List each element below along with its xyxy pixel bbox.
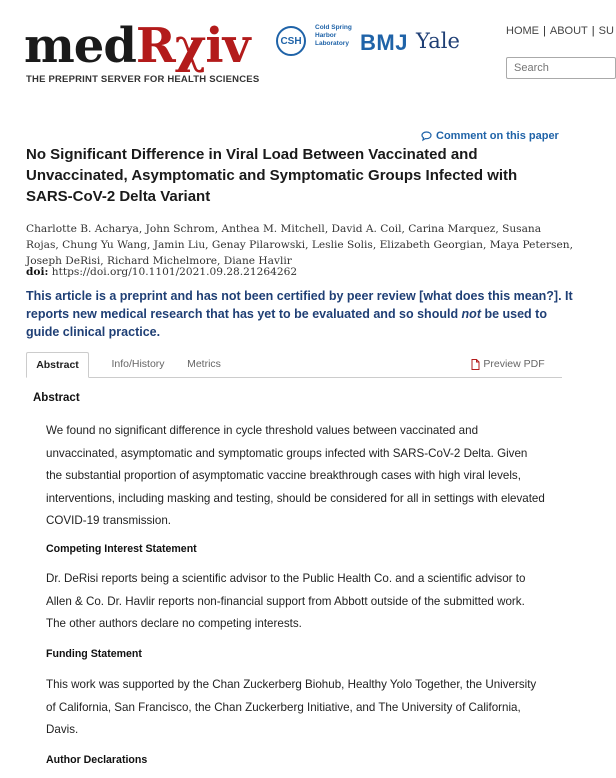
preview-pdf-label: Preview PDF [483,358,545,370]
csh-logo-text: Cold Spring Harbor Laboratory [315,24,352,47]
doi-line [26,266,297,278]
search-input[interactable] [506,57,616,79]
tab-metrics[interactable]: Metrics [187,358,221,370]
doi-link[interactable]: https://doi.org/10.1101/2021.09.28.21264262 [51,266,298,278]
bmj-logo[interactable]: BMJ [360,30,408,55]
notice-text: This article is a preprint and has not been certified by peer review [what does this mean?]. It reports new medical research that has yet to be evaluated and so should [26,289,573,321]
pdf-file-icon [471,359,480,370]
article-tabs [26,352,562,378]
nav-separator: | [591,25,595,37]
competing-interest-heading: Competing Interest Statement [46,543,197,555]
abstract-text: We found no significant difference in cycle threshold values between vaccinated and unvaccinated, asymptomatic and symptomatic groups infected with SARS-CoV-2 Delta. Given the substantial proportion of asymptomatic vaccine breakthrough cases with high viral levels, interventions, including masking and testing, should be considered for all in settings with elevated COVID-19 transmission. [46,424,545,527]
preprint-notice [26,287,574,341]
tab-abstract[interactable]: Abstract [26,352,89,378]
yale-logo[interactable]: Yale [416,29,460,53]
nav-separator: | [543,25,546,37]
doi-label: doi: [26,266,49,278]
preview-pdf-button[interactable] [468,352,548,376]
comment-link[interactable] [421,130,559,142]
top-nav [506,25,614,37]
funding-heading: Funding Statement [46,648,142,660]
logo-main-text: med [24,18,136,74]
notice-text-end: be used to guide clinical practice. [26,307,547,339]
nav-submit-link[interactable]: SU [598,25,614,37]
logo-accent-text: Rχiv [135,18,250,74]
tagline: THE PREPRINT SERVER FOR HEALTH SCIENCES [26,74,260,85]
article-title: No Significant Difference in Viral Load Between Vaccinated and Unvaccinated, Asymptomatic and Symptomatic Groups Infected with SARS-CoV-2 Delta Variant [26,146,518,205]
medrxiv-logo[interactable] [24,20,249,72]
competing-interest-text: Dr. DeRisi reports being a scientific advisor to the Public Health Co. and a scientific advisor to Allen & Co. Dr. Havlir reports non-financial support from Abbott outside of the submitted work. The other authors declare no competing interests. [46,572,526,630]
nav-about-link[interactable]: ABOUT [549,25,588,37]
funding-text: This work was supported by the Chan Zuckerberg Biohub, Healthy Yolo Together, the University of California, San Francisco, the Chan Zuckerberg Initiative, and The University of California, Davis. [46,678,537,736]
author-declarations-heading: Author Declarations [46,754,148,766]
comment-link-label: Comment on this paper [436,130,559,142]
tab-info-history[interactable]: Info/History [111,358,165,370]
csh-logo[interactable]: CSH [276,26,306,56]
comment-bubble-icon [421,131,432,141]
abstract-heading: Abstract [33,392,80,404]
notice-emphasis: not [461,307,481,321]
nav-home-link[interactable]: HOME [506,25,539,37]
author-list: Charlotte B. Acharya, John Schrom, Anthea M. Mitchell, David A. Coil, Carina Marquez, Susana Rojas, Chung Yu Wang, Jamin Liu, Genay Pilarowski, Leslie Solis, Elizabeth Georgian, Maya Petersen, Joseph DeRisi, Richard Michelmore, Diane Havlir [26,223,573,267]
